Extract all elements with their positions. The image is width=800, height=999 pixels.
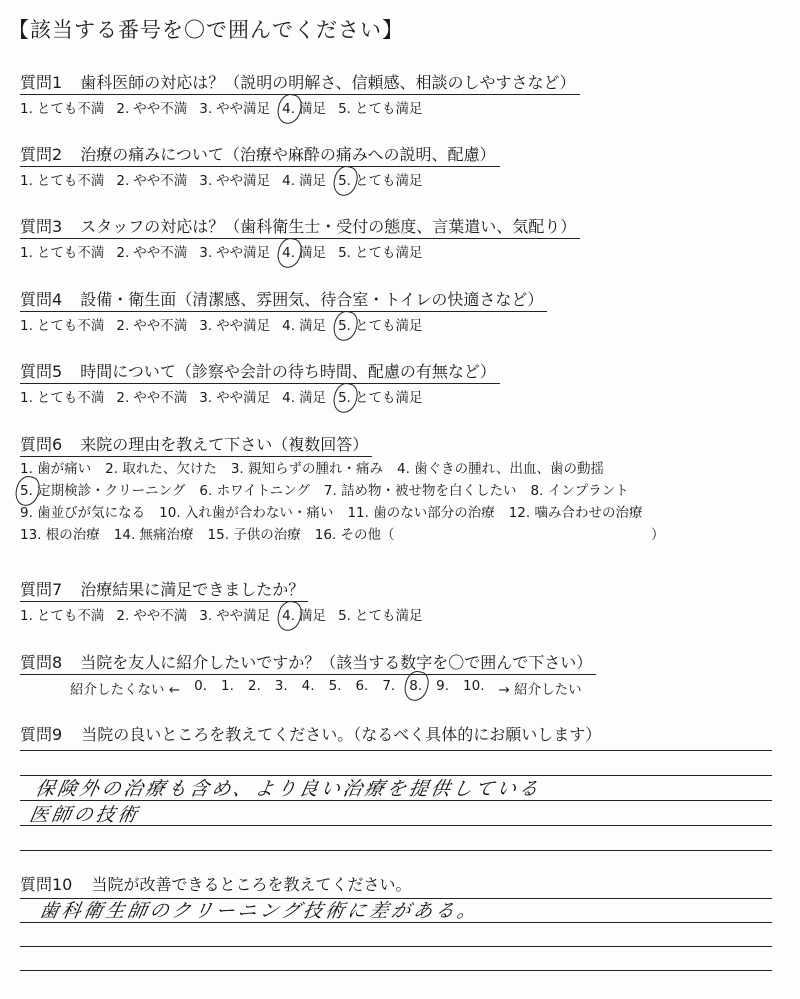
rating-option-5[interactable] [338, 314, 422, 334]
page-title: 【該当する番号を〇で囲んでください】 [8, 18, 404, 42]
option-number: 3. [199, 245, 213, 261]
rating-option-2[interactable] [116, 169, 187, 189]
option-label: 満足 [299, 608, 327, 624]
scale-option[interactable]: 0. [194, 678, 207, 694]
option-label: とても満足 [354, 608, 423, 624]
rating-option-1[interactable] [20, 314, 104, 334]
question-10 [20, 872, 411, 895]
question-number: 質問2 [20, 145, 63, 164]
option-label: やや不満 [133, 101, 188, 117]
option-number: 5. [338, 101, 351, 117]
option-label: やや満足 [216, 390, 271, 406]
rating-option-2[interactable] [116, 604, 187, 624]
question-8 [20, 650, 680, 675]
reason-option[interactable]: 14. 無痛治療 [113, 527, 194, 543]
option-label: とても不満 [36, 173, 105, 189]
scale-option[interactable]: 4. [301, 678, 315, 694]
option-number: 1. [20, 101, 33, 117]
option-label: とても不満 [36, 390, 105, 406]
answer-line [20, 970, 772, 971]
question-4 [20, 287, 680, 334]
question-number: 質問9 [20, 725, 63, 744]
reason-row [20, 502, 780, 524]
reason-option[interactable]: 11. 歯のない部分の治療 [347, 505, 495, 521]
option-label: やや不満 [133, 608, 188, 624]
option-label: やや満足 [216, 101, 271, 117]
rating-option-3[interactable] [199, 97, 270, 117]
option-number: 3. [199, 173, 213, 189]
scale-right-label: → 紹介したい [498, 682, 582, 698]
answer-line [20, 750, 772, 751]
rating-option-2[interactable] [116, 97, 187, 117]
reason-option[interactable]: 9. 歯並びが気になる [20, 505, 146, 521]
question-text: 歯科医師の対応は？（説明の明解さ、信頼感、相談のしやすさなど） [80, 73, 576, 92]
rating-option-5[interactable] [338, 241, 422, 261]
rating-option-2[interactable] [116, 241, 187, 261]
option-label: 満足 [299, 318, 327, 334]
reason-options [20, 458, 780, 546]
option-label: 満足 [299, 245, 327, 261]
option-label: とても満足 [354, 101, 423, 117]
question-7 [20, 577, 680, 624]
scale-option[interactable]: 7. [382, 678, 396, 694]
rating-options [20, 386, 680, 406]
reason-option[interactable]: 10. 入れ歯が合わない・痛い [159, 505, 334, 521]
answer-line [20, 946, 772, 947]
rating-option-1[interactable] [20, 386, 104, 406]
reason-option[interactable]: 4. 歯ぐきの腫れ、出血、歯の動揺 [397, 461, 604, 477]
rating-option-3[interactable] [199, 386, 270, 406]
scale-option[interactable]: 6. [355, 678, 369, 694]
reason-option[interactable]: 8. インプラント [530, 483, 629, 499]
option-number: 4. [282, 173, 296, 189]
option-label: やや満足 [216, 318, 271, 334]
question-number: 質問6 [20, 435, 63, 454]
rating-options [20, 241, 680, 261]
option-number: 1. [20, 245, 33, 261]
reason-option[interactable]: 5. 定期検診・クリーニング [20, 483, 186, 499]
reason-option[interactable]: 1. 歯が痛い [20, 461, 92, 477]
question-text: 来院の理由を教えて下さい（複数回答） [80, 435, 369, 454]
option-label: とても満足 [354, 245, 423, 261]
question-number: 質問4 [20, 290, 63, 309]
rating-option-5[interactable] [338, 604, 422, 624]
rating-option-2[interactable] [116, 314, 187, 334]
handwritten-answer: 医師の技術 [27, 804, 142, 826]
option-number: 5. [338, 173, 351, 189]
scale-option[interactable]: 10. [463, 678, 485, 694]
rating-option-3[interactable] [199, 604, 270, 624]
question-text: 当院が改善できるところを教えてください。 [91, 875, 412, 894]
scale-left-label: 紹介したくない ← [70, 682, 181, 698]
reason-option[interactable]: 13. 根の治療 [20, 527, 100, 543]
reason-row [20, 458, 780, 480]
question-number: 質問5 [20, 362, 63, 381]
option-number: 2. [116, 318, 130, 334]
scale-option[interactable]: 9. [436, 678, 450, 694]
option-label: やや満足 [216, 173, 271, 189]
rating-option-3[interactable] [199, 314, 270, 334]
reason-row [20, 480, 780, 502]
option-number: 4. [282, 318, 296, 334]
option-label: やや満足 [216, 245, 271, 261]
scale-option[interactable]: 5. [328, 678, 342, 694]
rating-option-5[interactable] [338, 169, 422, 189]
rating-option-1[interactable] [20, 604, 104, 624]
question-6 [20, 432, 680, 457]
option-label: とても不満 [36, 245, 105, 261]
question-text: 設備・衛生面（清潔感、雰囲気、待合室・トイレの快適さなど） [80, 290, 544, 309]
option-number: 1. [20, 173, 33, 189]
handwritten-answer: 保険外の治療も含め、より良い治療を提供している [33, 778, 543, 800]
question-number: 質問3 [20, 217, 63, 236]
rating-option-1[interactable] [20, 241, 104, 261]
question-number: 質問8 [20, 653, 63, 672]
question-text: スタッフの対応は？（歯科衛生士・受付の態度、言葉遣い、気配り） [80, 217, 577, 236]
handwritten-answer: 歯科衛生師のクリーニング技術に差がある。 [37, 900, 482, 922]
question-2 [20, 142, 680, 189]
option-label: やや不満 [133, 245, 188, 261]
option-label: やや満足 [216, 608, 271, 624]
reason-option[interactable]: 7. 詰め物・被せ物を白くしたい [323, 483, 517, 499]
question-text: 治療の痛みについて（治療や麻酔の痛みへの説明、配慮） [80, 145, 496, 164]
option-label: とても不満 [36, 101, 105, 117]
question-number: 質問10 [20, 875, 73, 894]
option-number: 5. [338, 390, 351, 406]
option-label: とても満足 [354, 173, 423, 189]
rating-options [20, 314, 680, 334]
rating-option-4[interactable] [282, 604, 326, 624]
option-label: やや不満 [133, 390, 188, 406]
rating-option-5[interactable] [338, 386, 422, 406]
question-3 [20, 214, 680, 261]
question-5 [20, 359, 680, 406]
rating-option-4[interactable] [282, 97, 326, 117]
option-number: 1. [20, 390, 33, 406]
rating-option-3[interactable] [199, 169, 270, 189]
option-label: とても満足 [354, 390, 423, 406]
scale-option[interactable]: 2. [247, 678, 261, 694]
option-number: 4. [282, 608, 296, 624]
option-label: とても不満 [36, 318, 105, 334]
rating-option-4[interactable] [282, 314, 326, 334]
option-label: 満足 [299, 173, 327, 189]
reason-option[interactable]: 12. 噛み合わせの治療 [508, 505, 643, 521]
rating-options [20, 604, 680, 624]
option-number: 2. [116, 245, 130, 261]
question-number: 質問1 [20, 73, 63, 92]
option-label: 満足 [299, 101, 327, 117]
rating-option-4[interactable] [282, 386, 326, 406]
option-number: 1. [20, 608, 33, 624]
rating-options [20, 97, 680, 117]
answer-line [20, 850, 772, 851]
question-text: 当院の良いところを教えてください。（なるべく具体的にお願いします） [81, 725, 602, 744]
option-number: 2. [116, 390, 130, 406]
option-number: 5. [338, 608, 351, 624]
reason-option[interactable]: 16. その他（ ） [314, 527, 665, 543]
option-number: 4. [282, 101, 296, 117]
reason-option[interactable]: 2. 取れた、欠けた [105, 461, 217, 477]
option-number: 3. [199, 318, 213, 334]
reason-row [20, 524, 780, 546]
option-number: 5. [338, 245, 351, 261]
rating-option-3[interactable] [199, 241, 270, 261]
question-9 [20, 722, 601, 745]
option-number: 3. [199, 390, 213, 406]
option-label: とても満足 [354, 318, 423, 334]
scale-option[interactable]: 1. [221, 678, 234, 694]
reason-option[interactable]: 6. ホワイトニング [199, 483, 310, 499]
option-number: 5. [338, 318, 351, 334]
rating-option-1[interactable] [20, 169, 104, 189]
question-text: 当院を友人に紹介したいですか？（該当する数字を〇で囲んで下さい） [80, 653, 593, 672]
option-label: とても不満 [36, 608, 105, 624]
question-1 [20, 70, 680, 117]
scale-option[interactable]: 3. [274, 678, 288, 694]
rating-option-2[interactable] [116, 386, 187, 406]
option-number: 2. [116, 608, 130, 624]
question-text: 治療結果に満足できましたか？ [80, 580, 305, 599]
rating-options [20, 169, 680, 189]
option-number: 2. [116, 101, 130, 117]
option-number: 2. [116, 173, 130, 189]
question-text: 時間について（診察や会計の待ち時間、配慮の有無など） [80, 362, 496, 381]
option-label: 満足 [299, 390, 327, 406]
option-number: 1. [20, 318, 33, 334]
option-number: 3. [199, 608, 213, 624]
reason-option[interactable]: 3. 親知らずの腫れ・痛み [230, 461, 384, 477]
rating-option-5[interactable] [338, 97, 422, 117]
rating-option-4[interactable] [282, 241, 326, 261]
option-number: 4. [282, 245, 296, 261]
option-number: 3. [199, 101, 213, 117]
question-number: 質問7 [20, 580, 63, 599]
reason-option[interactable]: 15. 子供の治療 [207, 527, 301, 543]
option-label: やや不満 [133, 318, 188, 334]
rating-option-4[interactable] [282, 169, 326, 189]
scale-option[interactable]: 8. [409, 678, 422, 698]
option-number: 4. [282, 390, 296, 406]
recommend-scale [70, 678, 596, 698]
rating-option-1[interactable] [20, 97, 104, 117]
option-label: やや不満 [133, 173, 188, 189]
